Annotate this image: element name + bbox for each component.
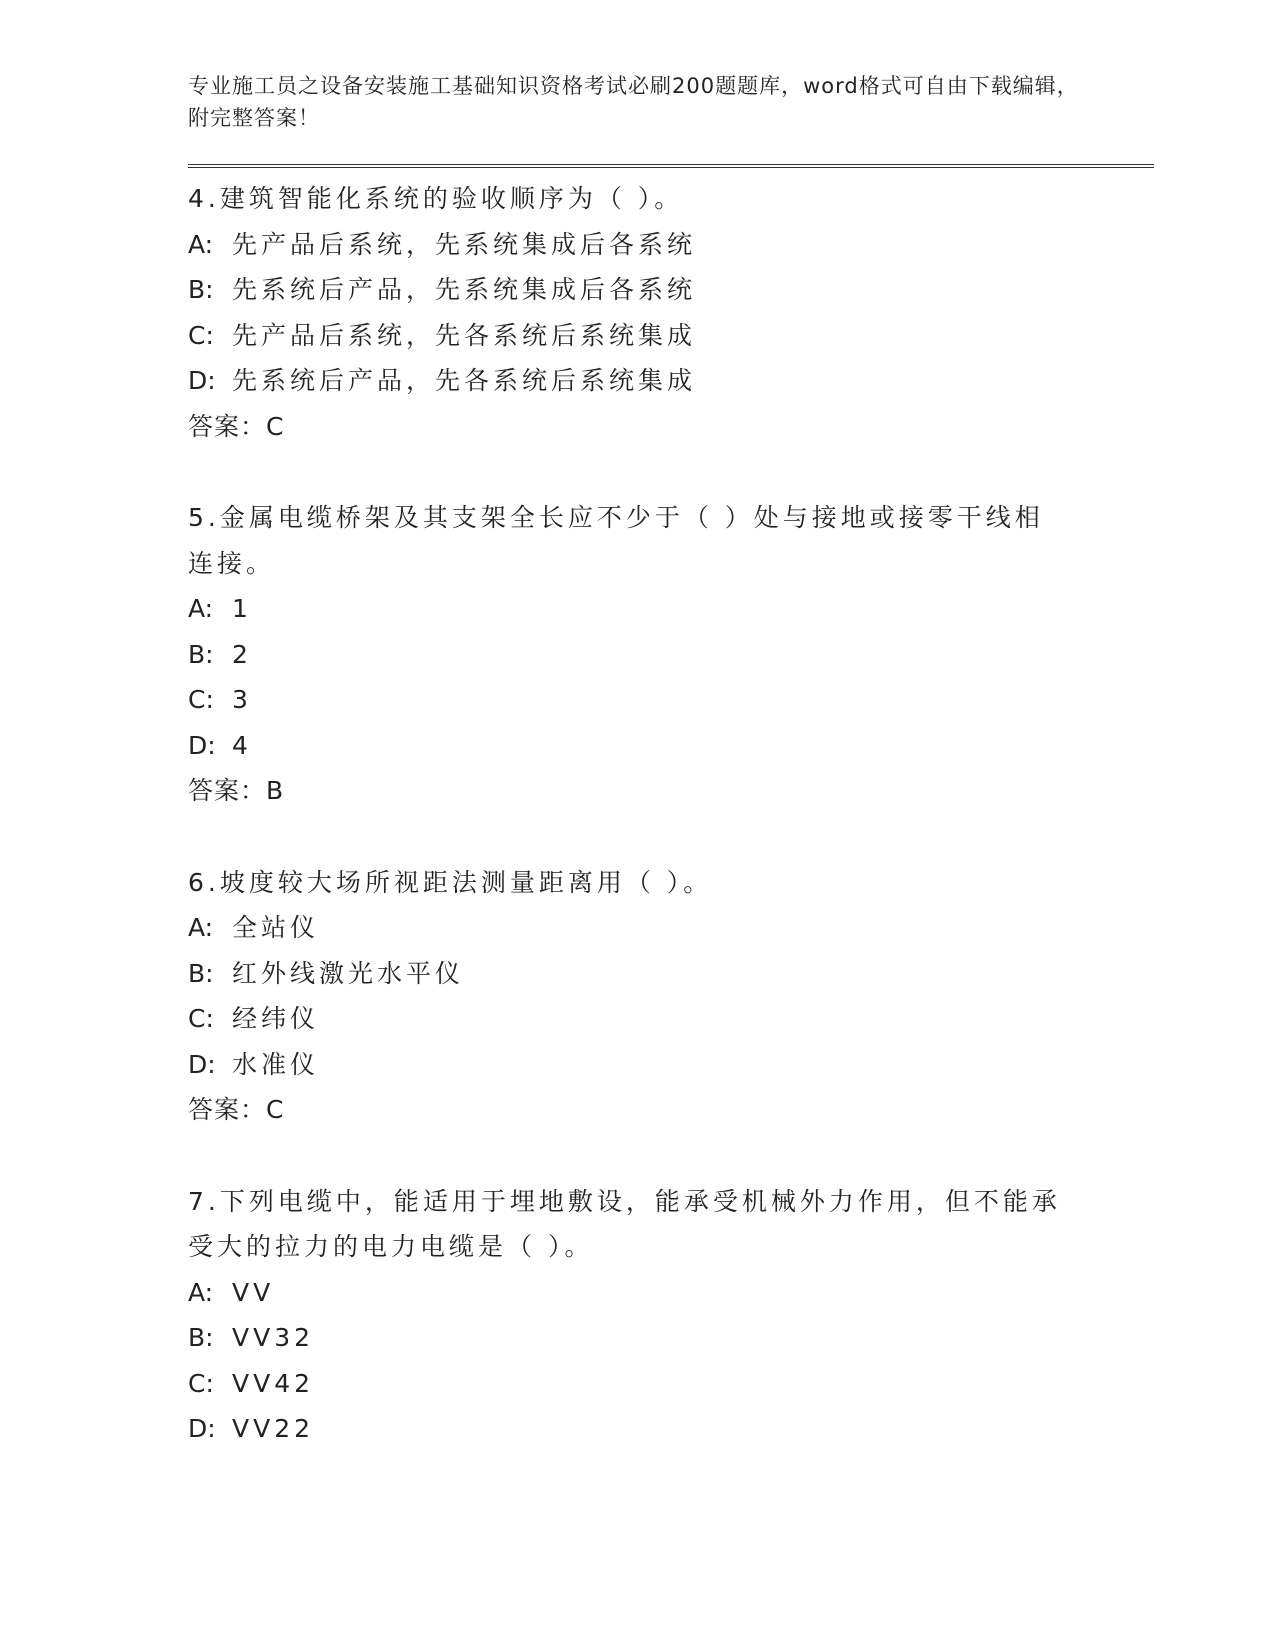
question-5 <box>188 495 1158 814</box>
option-b <box>188 632 1158 678</box>
question-7 <box>188 1179 1158 1452</box>
option-key: D: <box>188 1414 216 1443</box>
option-key: C: <box>188 1368 214 1398</box>
option-b <box>188 267 1158 313</box>
option-text: 先产品后系统，先各系统后系统集成 <box>232 320 697 350</box>
option-key: C: <box>188 320 214 350</box>
option-a <box>188 222 1158 268</box>
option-text: 3 <box>232 685 252 714</box>
question-stem: 7.下列电缆中，能适用于埋地敷设，能承受机械外力作用，但不能承受大的拉力的电力电缆是（ ）。 <box>188 1186 1061 1261</box>
option-key: D: <box>188 730 216 760</box>
option-a <box>188 905 1158 951</box>
option-d <box>188 358 1158 404</box>
option-text: VV <box>232 1277 275 1307</box>
option-text: VV42 <box>232 1368 315 1398</box>
question-stem: 4.建筑智能化系统的验收顺序为（ ）。 <box>188 184 684 213</box>
document-page <box>188 70 1158 1452</box>
option-key: A: <box>188 594 214 623</box>
option-key: C: <box>188 685 214 714</box>
option-c <box>188 677 1158 723</box>
question-4 <box>188 176 1158 449</box>
option-text: 1 <box>232 594 252 623</box>
option-text: 全站仪 <box>232 913 320 942</box>
option-text: 水准仪 <box>232 1049 320 1079</box>
option-key: C: <box>188 1004 214 1033</box>
option-key: B: <box>188 1323 214 1352</box>
option-key: B: <box>188 958 214 988</box>
header-divider <box>188 164 1154 168</box>
option-text: 先系统后产品，先系统集成后各系统 <box>232 275 697 304</box>
option-text: VV22 <box>232 1414 315 1443</box>
option-text: 红外线激光水平仪 <box>232 958 465 988</box>
option-a <box>188 586 1158 632</box>
option-text: 4 <box>232 730 252 760</box>
option-text: 经纬仪 <box>232 1004 320 1033</box>
option-d <box>188 723 1158 769</box>
option-b <box>188 1315 1158 1361</box>
option-c <box>188 313 1158 359</box>
option-key: B: <box>188 639 214 669</box>
option-text: 先系统后产品，先各系统后系统集成 <box>232 366 697 395</box>
option-b <box>188 951 1158 997</box>
option-key: B: <box>188 275 214 304</box>
option-text: VV32 <box>232 1323 315 1352</box>
option-key: A: <box>188 1277 214 1307</box>
option-key: A: <box>188 913 214 942</box>
option-c <box>188 1361 1158 1407</box>
option-c <box>188 996 1158 1042</box>
option-key: D: <box>188 1049 216 1079</box>
option-a <box>188 1270 1158 1316</box>
option-d <box>188 1042 1158 1088</box>
question-6 <box>188 860 1158 1133</box>
option-key: A: <box>188 229 214 259</box>
question-stem: 5.金属电缆桥架及其支架全长应不少于（ ）处与接地或接零干线相连接。 <box>188 503 1044 578</box>
document-header: 专业施工员之设备安装施工基础知识资格考试必刷200题题库，word格式可自由下载编辑，附完整答案！ <box>188 74 1079 130</box>
option-text: 先产品后系统，先系统集成后各系统 <box>232 229 697 259</box>
option-key: D: <box>188 366 216 395</box>
answer-label: 答案：B <box>188 776 285 805</box>
option-text: 2 <box>232 639 252 669</box>
answer-label: 答案：C <box>188 1095 285 1124</box>
answer-label: 答案：C <box>188 411 285 441</box>
question-stem: 6.坡度较大场所视距法测量距离用（ ）。 <box>188 867 713 897</box>
option-d <box>188 1406 1158 1452</box>
